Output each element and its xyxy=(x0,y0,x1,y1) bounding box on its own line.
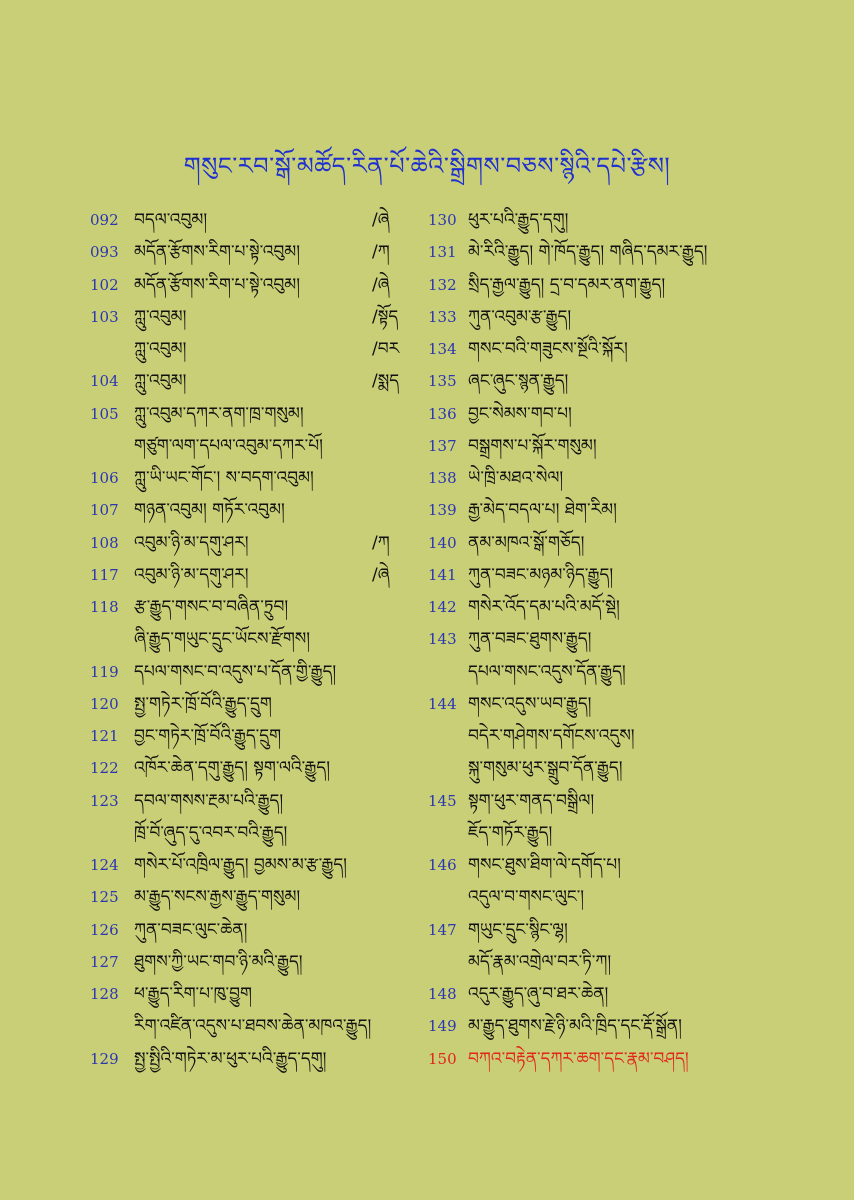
left-entry-row xyxy=(90,915,415,945)
page-title: གསུང་རབ་སྒོ་མཚོད་རིན་པོ་ཆེའི་སྒྲིགས་བཅས་སྙིའི་དཔེ་རྩིས། xyxy=(183,152,671,180)
left-entry-row xyxy=(90,721,415,751)
right-entry-row xyxy=(428,1044,838,1074)
right-entry-row xyxy=(428,399,838,429)
entry-title: སྤྱ་སྤྱིའི་གཏེར་མ་ཕུར་པའི་རྒྱུད་དགུ། xyxy=(134,1048,327,1069)
entry-title: གཉན་འབུམ། གཏོར་འབུམ། xyxy=(134,500,285,521)
entry-number: 130 xyxy=(428,211,457,229)
entry-title: རྒྱ་མེད་བདལ་པ། ཐེག་རིམ། xyxy=(468,500,617,521)
entry-number: 123 xyxy=(90,791,119,810)
entry-number: 142 xyxy=(428,598,457,616)
entry-title: བདེར་གཤེགས་དགོངས་འདུས། xyxy=(468,726,635,746)
entry-title: ནམ་མཁའ་སྒོ་གཅོད། xyxy=(468,532,585,553)
volume-mark: /ཞེ xyxy=(372,564,390,585)
left-entry-row xyxy=(90,302,415,332)
right-entry-row xyxy=(428,560,838,590)
entry-number: 144 xyxy=(428,694,457,713)
entry-title: ཕ་རྒྱུད་རིག་པ་ཁུ་བྱུག xyxy=(134,984,252,1004)
entry-number: 093 xyxy=(90,243,119,262)
entry-number: 143 xyxy=(428,630,457,649)
right-entry-row xyxy=(428,689,838,719)
entry-title: ཞི་རྒྱུད་གཡུང་དྲུང་ཡོངས་རྫོགས། xyxy=(134,629,311,650)
entry-number: 146 xyxy=(428,856,457,874)
right-entry-row xyxy=(428,366,838,396)
right-entry-row xyxy=(428,463,838,493)
entry-number: 124 xyxy=(90,856,119,874)
entry-title: གསེར་པོ་འཁྲིལ་རྒྱུད། བྱམས་མ་རྩ་རྒྱུད། xyxy=(134,855,347,875)
entry-number: 131 xyxy=(428,243,457,262)
entry-title: འཁོར་ཆེན་དགུ་རྒྱུད། སྟག་ལའི་རྒྱུད། xyxy=(134,758,330,779)
entry-number: 105 xyxy=(90,404,119,423)
entry-title: ཐུགས་ཀྱི་ཡང་གབ་ཉི་མའི་རྒྱུད། xyxy=(134,951,303,972)
volume-mark: /ཀ xyxy=(372,532,390,553)
entry-number: 149 xyxy=(428,1017,457,1036)
entry-number: 138 xyxy=(428,469,457,487)
volume-mark: /ཞེ xyxy=(372,210,390,230)
right-entry-row xyxy=(428,721,838,751)
right-entry-row xyxy=(428,205,838,235)
volume-mark: /ཀ xyxy=(372,242,390,263)
entry-number: 121 xyxy=(90,727,119,745)
right-entry-row xyxy=(428,592,838,622)
entry-title: ཞང་ཞུང་སྙན་རྒྱུད། xyxy=(468,371,569,392)
volume-mark: /སྟོད xyxy=(372,306,399,327)
entry-title: ཀུན་བཟང་ཐུགས་རྒྱུད། xyxy=(468,629,592,650)
volume-mark: /སྨད xyxy=(372,371,400,392)
entry-number: 128 xyxy=(90,985,119,1003)
left-entry-row xyxy=(90,495,415,525)
entry-title: བདལ་འབུམ། xyxy=(134,210,208,230)
left-entry-row xyxy=(90,818,415,848)
left-entry-row xyxy=(90,334,415,364)
right-entry-row xyxy=(428,850,838,880)
entry-title: དཔལ་གསང་འདུས་དོན་རྒྱུད། xyxy=(468,661,626,682)
right-entry-row xyxy=(428,753,838,783)
entry-title: སྤྱ་གཏེར་ཁྲོ་བོའི་རྒྱུད་དྲུག xyxy=(134,693,272,714)
entry-title: གསང་འདུས་ཡབ་རྒྱུད། xyxy=(468,693,592,714)
entry-number: 129 xyxy=(90,1049,119,1068)
entry-title: སྟག་ཕུར་གནད་བསྒྲིལ། xyxy=(468,790,595,811)
entry-number: 117 xyxy=(90,565,119,584)
entry-title: གཙུག་ལག་དཔལ་འབུམ་དཀར་པོ། xyxy=(134,435,323,456)
right-entry-row xyxy=(428,786,838,816)
left-entry-row xyxy=(90,237,415,267)
entry-number: 108 xyxy=(90,533,119,552)
entry-number: 126 xyxy=(90,920,119,939)
entry-title: རིག་འཛིན་འདུས་པ་ཐབས་ཆེན་མཁའ་རྒྱུད། xyxy=(134,1016,372,1037)
right-entry-row xyxy=(428,302,838,332)
entry-title: ཀླུ་འབུམ། xyxy=(134,339,187,359)
entry-number: 125 xyxy=(90,888,119,907)
right-entry-row xyxy=(428,431,838,461)
entry-title: མདོན་རྩོགས་རིག་པ་སྟེ་འབུམ། xyxy=(134,274,301,295)
entry-number: 136 xyxy=(428,404,457,423)
right-entry-row xyxy=(428,657,838,687)
entry-title: ཀླུ་ཡི་ཡང་གོང་། ས་བདག་འབུམ། xyxy=(134,468,314,488)
entry-number: 140 xyxy=(428,533,457,552)
entry-title: རྩ་རྒྱུད་གསང་བ་བཞིན་ཏྲུབ། xyxy=(134,597,289,617)
entry-title: ཀུན་བཟང་ལུང་ཆེན། xyxy=(134,919,248,940)
entry-title: མེ་རིའི་རྒྱུད། གེ་ཁོད་རྒྱུད། གཞིད་དམར་རྒྱུད། xyxy=(468,242,708,263)
entry-number: 137 xyxy=(428,436,457,455)
entry-title: སྐུ་གསུམ་ཕུར་སྒྲུབ་དོན་རྒྱུད། xyxy=(468,758,623,779)
left-entry-row xyxy=(90,657,415,687)
left-entry-row xyxy=(90,947,415,977)
entry-title: གསང་ཐུས་ཐིག་ལེ་དགོད་པ། xyxy=(468,855,621,875)
right-entry-row xyxy=(428,882,838,912)
right-entry-row xyxy=(428,528,838,558)
entry-number: 145 xyxy=(428,791,457,810)
entry-title: ཀླུ་འབུམ། xyxy=(134,371,187,392)
entry-title: འདུར་རྒྱུད་ཞུ་བ་ཐར་ཆེན། xyxy=(468,984,609,1004)
entry-title: དཔལ་གསང་བ་འདུས་པ་དོན་གྱི་རྒྱུད། xyxy=(134,661,337,682)
right-entry-row xyxy=(428,1011,838,1041)
left-entry-row xyxy=(90,463,415,493)
entry-number: 118 xyxy=(90,598,119,616)
left-entry-row xyxy=(90,979,415,1009)
left-entry-row xyxy=(90,528,415,558)
entry-title: དབལ་གསས་རྔམ་པའི་རྒྱུད། xyxy=(134,790,284,811)
entry-number: 106 xyxy=(90,469,119,487)
right-entry-row xyxy=(428,624,838,654)
entry-title: གཡུང་དྲུང་སྙིང་ལྷ། xyxy=(468,919,568,940)
entry-number: 103 xyxy=(90,307,119,326)
left-entry-row xyxy=(90,366,415,396)
right-entry-row xyxy=(428,237,838,267)
entry-title: ཇོད་གཏོར་རྒྱུད། xyxy=(468,822,553,843)
left-entry-row xyxy=(90,205,415,235)
right-entry-row xyxy=(428,270,838,300)
entry-number: 150 xyxy=(428,1049,457,1068)
entry-title: ཁྲོ་བོ་ཞུད་དུ་འབར་བའི་རྒྱུད། xyxy=(134,822,288,843)
entry-title: མ་རྒྱུད་སངས་རྒྱས་རྒྱུད་གསུམ། xyxy=(134,887,301,908)
entry-number: 122 xyxy=(90,759,119,778)
entry-title: ཀླུ་འབུམ་དཀར་ནག་ཁྲ་གསུམ། xyxy=(134,403,304,424)
entry-number: 148 xyxy=(428,985,457,1003)
entry-title: བསྒྲགས་པ་སྐོར་གསུམ། xyxy=(468,435,597,456)
entry-title: བྱང་གཏེར་ཁྲོ་བོའི་རྒྱུད་དྲུག xyxy=(134,726,282,746)
left-entry-row xyxy=(90,624,415,654)
entry-title: ཀུན་བཟང་མཉམ་ཉིད་རྒྱུད། xyxy=(468,564,614,585)
entry-number: 107 xyxy=(90,501,119,520)
entry-number: 092 xyxy=(90,211,119,229)
entry-number: 147 xyxy=(428,920,457,939)
entry-number: 102 xyxy=(90,275,119,294)
entry-title: གསེར་འོད་དམ་པའི་མདོ་སྡེ། xyxy=(468,597,620,617)
left-entry-row xyxy=(90,560,415,590)
right-entry-row xyxy=(428,818,838,848)
entry-number: 119 xyxy=(90,662,119,681)
left-entry-row xyxy=(90,689,415,719)
left-entry-row xyxy=(90,850,415,880)
entry-title: མ་རྒྱུད་ཐུགས་རྗེ་ཉི་མའི་ཁྲིད་དང་རྡོ་སྒྲོན། xyxy=(468,1016,682,1037)
entry-title: ཕུར་པའི་རྒྱུད་དགུ། xyxy=(468,210,569,230)
left-entry-row xyxy=(90,399,415,429)
right-entry-row xyxy=(428,495,838,525)
entry-number: 139 xyxy=(428,501,457,520)
right-entry-row xyxy=(428,334,838,364)
left-entry-row xyxy=(90,786,415,816)
entry-number: 134 xyxy=(428,340,457,358)
entry-number: 133 xyxy=(428,307,457,326)
left-entry-row xyxy=(90,1011,415,1041)
left-entry-row xyxy=(90,270,415,300)
entry-number: 104 xyxy=(90,372,119,391)
entry-number: 127 xyxy=(90,952,119,971)
entry-title: ཀླུ་འབུམ། xyxy=(134,306,187,327)
entry-title: འདུལ་བ་གསང་ལུང་། xyxy=(468,887,585,908)
left-entry-row xyxy=(90,431,415,461)
entry-title: བཀའ་བརྟེན་དཀར་ཆག་དང་རྣམ་བཤད། xyxy=(468,1048,689,1069)
entry-title: གསང་བའི་གཟུངས་སྔོའི་སྐོར། xyxy=(468,339,628,359)
entry-number: 135 xyxy=(428,372,457,391)
left-entry-row xyxy=(90,882,415,912)
entry-title: སྲིད་རྒྱལ་རྒྱུད། དྲ་བ་དམར་ནག་རྒྱུད། xyxy=(468,274,666,295)
right-entry-row xyxy=(428,915,838,945)
left-entry-row xyxy=(90,1044,415,1074)
entry-title: བྱང་སེམས་གབ་པ། xyxy=(468,403,572,424)
entry-title: མདོན་རྩོགས་རིག་པ་སྟེ་འབུམ། xyxy=(134,242,301,263)
volume-mark: /བར xyxy=(372,339,400,359)
entry-number: 120 xyxy=(90,694,119,713)
right-entry-row xyxy=(428,979,838,1009)
left-entry-row xyxy=(90,592,415,622)
entry-title: འབུམ་ཉི་མ་དགུ་ཤར། xyxy=(134,532,249,553)
entry-number: 132 xyxy=(428,275,457,294)
entry-number: 141 xyxy=(428,565,457,584)
entry-title: འབུམ་ཉི་མ་དགུ་ཤར། xyxy=(134,564,249,585)
entry-title: མདོ་རྣམ་འགྲེལ་བར་ཏི་ཀ། xyxy=(468,951,612,972)
entry-title: ཀུན་འབུམ་རྩ་རྒྱུད། xyxy=(468,306,572,327)
entry-title: ཡེ་ཁྲི་མཐའ་སེལ། xyxy=(468,468,564,488)
right-entry-row xyxy=(428,947,838,977)
volume-mark: /ཞེ xyxy=(372,274,390,295)
left-entry-row xyxy=(90,753,415,783)
